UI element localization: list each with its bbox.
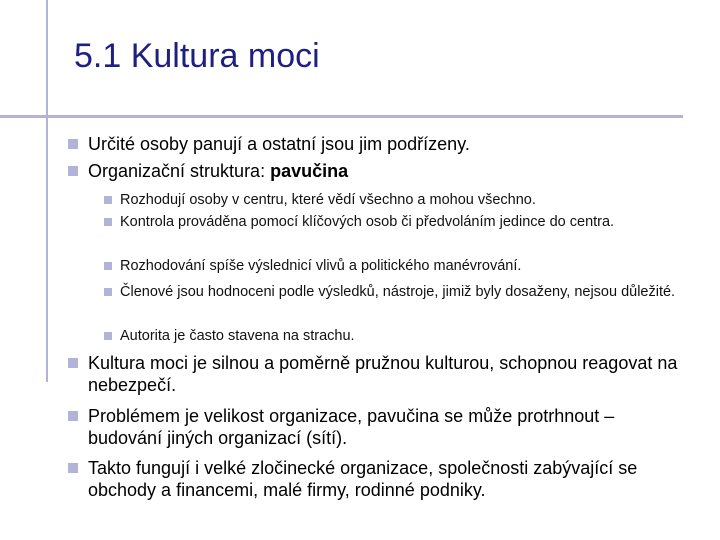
- square-bullet-icon: [68, 139, 78, 149]
- bullet-text: Kultura moci je silnou a poměrně pružnou kulturou, schopnou reagovat na nebezpečí.: [88, 353, 678, 395]
- bullet-text: Takto fungují i velké zločinecké organizace, společnosti zabývající se obchody a financemi, malé firmy, rodinné podniky.: [88, 458, 638, 500]
- bullet-item: [68, 405, 688, 449]
- sub-bullet-text: Autorita je často stavena na strachu.: [120, 328, 355, 344]
- sub-bullet-text: Rozhodují osoby v centru, které vědí všechno a mohou všechno.: [120, 192, 536, 208]
- horizontal-accent-line: [0, 115, 683, 118]
- bullet-item: [68, 352, 688, 396]
- square-bullet-icon: [68, 463, 78, 473]
- sub-bullet-item: [104, 283, 679, 301]
- square-bullet-icon: [104, 196, 112, 204]
- sub-bullet-item: [104, 191, 679, 209]
- bullet-text-bold: pavučina: [270, 161, 349, 181]
- bullet-text: Určité osoby panují a ostatní jsou jim podřízeny.: [88, 134, 470, 154]
- sub-bullet-item: [104, 327, 679, 345]
- sub-bullet-item: [104, 257, 679, 275]
- square-bullet-icon: [104, 218, 112, 226]
- bullet-text: [88, 160, 688, 182]
- sub-bullet-item: [104, 213, 679, 231]
- bullet-item: [68, 457, 688, 501]
- sub-bullet-text: Rozhodování spíše výslednicí vlivů a politického manévrování.: [120, 258, 522, 274]
- square-bullet-icon: [104, 262, 112, 270]
- bullet-text-prefix: Organizační struktura:: [88, 161, 271, 181]
- vertical-accent-line: [46, 0, 48, 382]
- slide-title: 5.1 Kultura moci: [74, 37, 320, 75]
- square-bullet-icon: [68, 166, 78, 176]
- bullet-item: [68, 133, 688, 155]
- square-bullet-icon: [68, 358, 78, 368]
- square-bullet-icon: [104, 288, 112, 296]
- sub-bullet-text: Kontrola prováděna pomocí klíčových osob či předvoláním jedince do centra.: [120, 214, 615, 230]
- bullet-text: Problémem je velikost organizace, pavučina se může protrhnout – budování jiných organizací (sítí).: [88, 406, 615, 448]
- square-bullet-icon: [68, 411, 78, 421]
- bullet-item: [68, 160, 688, 182]
- square-bullet-icon: [104, 332, 112, 340]
- sub-bullet-text: Členové jsou hodnoceni podle výsledků, nástroje, jimiž byly dosaženy, nejsou důležité.: [120, 284, 676, 300]
